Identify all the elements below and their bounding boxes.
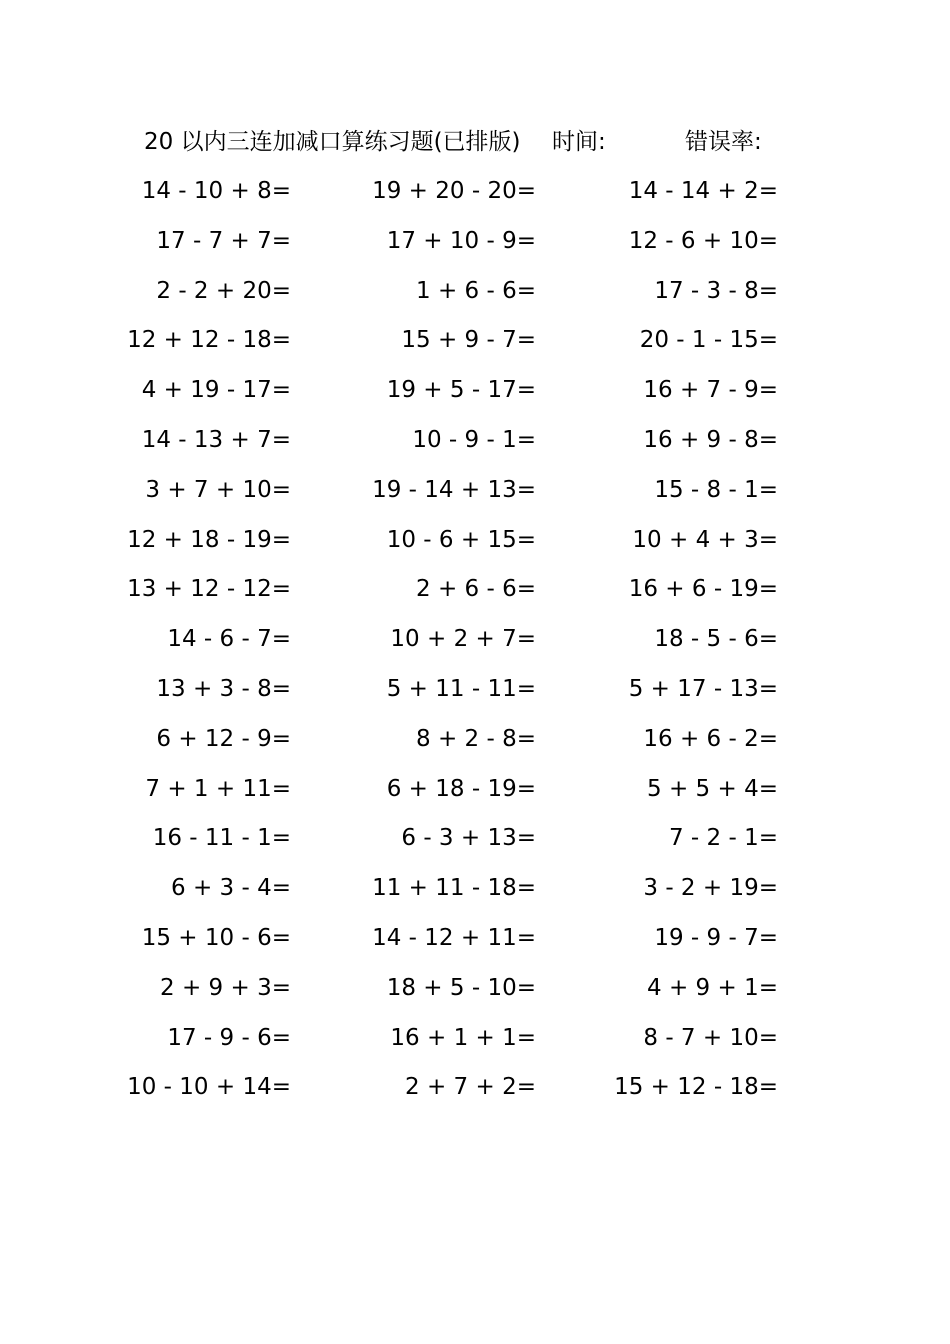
arithmetic-problem: 19 + 5 - 17= [386,377,536,404]
arithmetic-problem: 10 + 4 + 3= [632,526,778,553]
arithmetic-problem: 5 + 5 + 4= [647,775,778,802]
arithmetic-problem: 10 + 2 + 7= [390,626,536,653]
arithmetic-problem: 15 + 10 - 6= [141,925,291,951]
arithmetic-problem: 14 - 12 + 11= [372,925,536,951]
arithmetic-problem: 13 + 3 - 8= [156,676,291,702]
arithmetic-problem: 6 - 3 + 13= [401,825,536,852]
arithmetic-problem: 16 - 11 - 1= [152,825,291,852]
arithmetic-problem: 4 + 9 + 1= [647,974,778,1001]
arithmetic-problem: 7 - 2 - 1= [668,825,778,852]
header-row [0,124,950,160]
arithmetic-problem: 2 - 2 + 20= [156,277,291,304]
arithmetic-problem: 1 + 6 - 6= [416,277,536,304]
arithmetic-problem: 2 + 6 - 6= [416,576,536,603]
arithmetic-problem: 15 + 12 - 18= [614,1074,778,1101]
arithmetic-problem: 16 + 7 - 9= [643,377,778,404]
arithmetic-problem: 16 + 1 + 1= [390,1024,536,1051]
arithmetic-problem: 14 - 14 + 2= [628,178,778,204]
arithmetic-problem: 10 - 10 + 14= [127,1074,291,1101]
arithmetic-problem: 17 - 9 - 6= [167,1024,291,1051]
arithmetic-problem: 6 + 12 - 9= [156,725,291,752]
arithmetic-problem: 8 + 2 - 8= [416,725,536,752]
arithmetic-problem: 15 + 9 - 7= [401,327,536,354]
arithmetic-problem: 19 - 14 + 13= [372,476,536,503]
arithmetic-problem: 14 - 6 - 7= [167,626,291,653]
arithmetic-problem: 16 + 9 - 8= [643,427,778,453]
arithmetic-problem: 6 + 18 - 19= [386,775,536,802]
time-label: 时间: [552,129,606,155]
arithmetic-problem: 14 - 13 + 7= [141,427,291,453]
arithmetic-problem: 15 - 8 - 1= [654,476,778,503]
arithmetic-problem: 17 + 10 - 9= [386,227,536,254]
arithmetic-problem: 3 - 2 + 19= [643,875,778,902]
arithmetic-problem: 11 + 11 - 18= [372,875,536,902]
arithmetic-problem: 13 + 12 - 12= [127,576,291,603]
arithmetic-problem: 12 + 18 - 19= [127,526,291,553]
arithmetic-problem: 18 - 5 - 6= [654,626,778,653]
arithmetic-problem: 20 - 1 - 15= [639,327,778,354]
arithmetic-problem: 12 - 6 + 10= [628,227,778,254]
arithmetic-problem: 2 + 9 + 3= [160,974,291,1001]
arithmetic-problem: 14 - 10 + 8= [141,178,291,204]
arithmetic-problem: 18 + 5 - 10= [386,974,536,1001]
worksheet-title: 20 以内三连加减口算练习题(已排版) [144,129,521,155]
arithmetic-problem: 3 + 7 + 10= [145,476,291,503]
arithmetic-problem: 16 + 6 - 19= [628,576,778,603]
arithmetic-problem: 2 + 7 + 2= [405,1074,536,1101]
arithmetic-problem: 7 + 1 + 11= [145,775,291,802]
error-rate-label: 错误率: [685,129,762,155]
arithmetic-problem: 5 + 17 - 13= [628,676,778,702]
arithmetic-problem: 19 + 20 - 20= [372,178,536,204]
arithmetic-problem: 8 - 7 + 10= [643,1024,778,1051]
arithmetic-problem: 6 + 3 - 4= [171,875,291,902]
arithmetic-problem: 12 + 12 - 18= [127,327,291,354]
arithmetic-problem: 19 - 9 - 7= [654,925,778,951]
arithmetic-problem: 17 - 7 + 7= [156,227,291,254]
arithmetic-problem: 5 + 11 - 11= [386,676,536,702]
arithmetic-problem: 17 - 3 - 8= [654,277,778,304]
arithmetic-problem: 16 + 6 - 2= [643,725,778,752]
arithmetic-problem: 4 + 19 - 17= [141,377,291,404]
arithmetic-problem: 10 - 6 + 15= [386,526,536,553]
arithmetic-problem: 10 - 9 - 1= [412,427,536,453]
